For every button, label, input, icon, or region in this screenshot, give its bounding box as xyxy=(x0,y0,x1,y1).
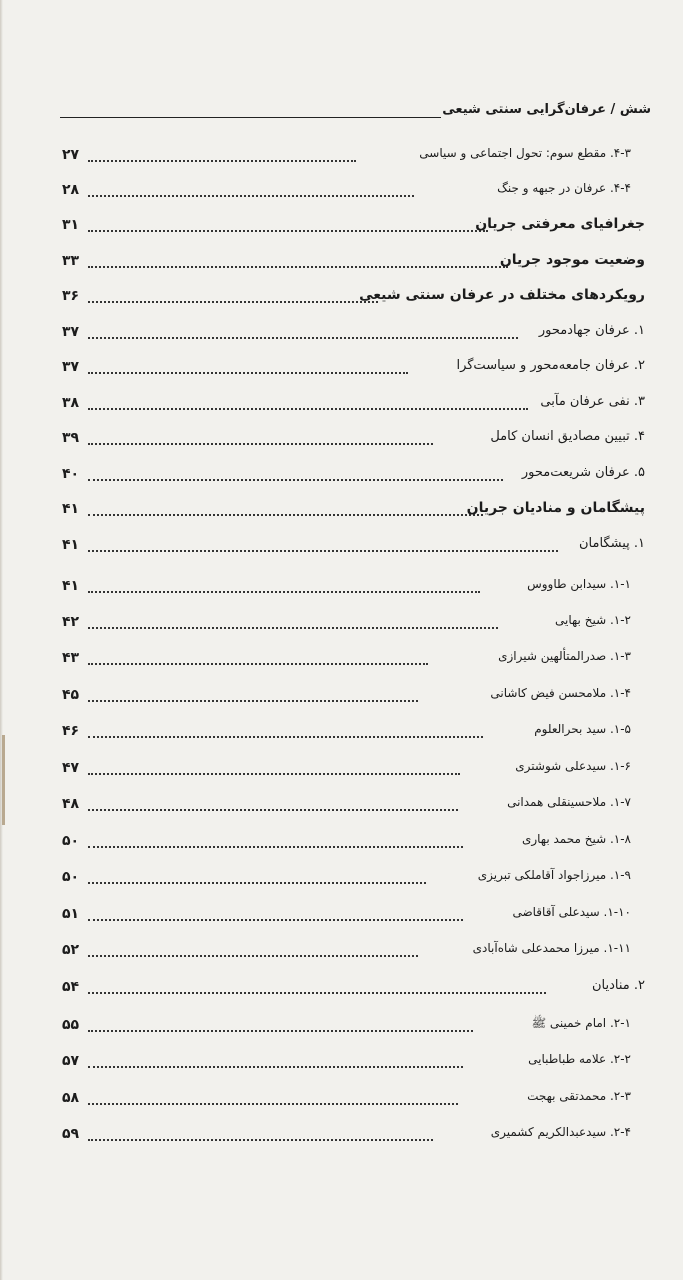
page-number: ۴۱ xyxy=(62,578,80,594)
dot-leader xyxy=(88,372,408,374)
entry-title: ۲. عرفان جامعه‌محور و سیاست‌گرا xyxy=(456,358,645,373)
page-number: ۳۹ xyxy=(62,430,80,446)
page-number: ۵۹ xyxy=(62,1126,80,1142)
entry-title: ۱-۱۰. سیدعلی آقاقاضی xyxy=(512,905,631,919)
page-number: ۵۷ xyxy=(62,1053,80,1069)
toc-entry[interactable] xyxy=(62,426,645,452)
entry-title: ۱. پیشگامان xyxy=(579,536,645,551)
entry-title: ۴. تبیین مصادیق انسان کامل xyxy=(490,429,645,444)
toc-entry[interactable] xyxy=(62,178,631,204)
toc-entry[interactable] xyxy=(62,533,645,559)
dot-leader xyxy=(88,266,508,268)
toc-entry[interactable] xyxy=(62,574,631,600)
toc-entry[interactable] xyxy=(62,610,631,636)
toc-entry[interactable] xyxy=(62,143,631,169)
page-number: ۲۷ xyxy=(62,147,80,163)
page-number: ۴۰ xyxy=(62,466,80,482)
toc-entry[interactable] xyxy=(62,1122,631,1148)
toc-entry[interactable] xyxy=(62,792,631,818)
dot-leader xyxy=(88,1066,463,1068)
dot-leader xyxy=(88,337,518,339)
page-number: ۳۷ xyxy=(62,359,80,375)
dot-leader xyxy=(88,736,483,738)
toc-entry[interactable] xyxy=(62,1086,631,1112)
toc-entry[interactable] xyxy=(62,391,645,417)
dot-leader xyxy=(88,408,528,410)
dot-leader xyxy=(88,809,458,811)
page-number: ۵۲ xyxy=(62,942,80,958)
dot-leader xyxy=(88,230,488,232)
entry-title: ۱-۷. ملاحسینقلی همدانی xyxy=(507,795,631,809)
page-number: ۳۱ xyxy=(62,217,80,233)
page-number: ۴۲ xyxy=(62,614,80,630)
entry-title: ۱-۱۱. میرزا محمدعلی شاه‌آبادی xyxy=(472,941,631,955)
dot-leader xyxy=(88,514,483,516)
entry-title: ۲. منادیان xyxy=(591,978,645,993)
dot-leader xyxy=(88,479,503,481)
dot-leader xyxy=(88,301,378,303)
page-number: ۴۱ xyxy=(62,537,80,553)
toc-entry[interactable] xyxy=(62,462,645,488)
entry-title: ۱-۳. صدرالمتألهین شیرازی xyxy=(498,649,631,663)
page-number: ۳۶ xyxy=(62,288,80,304)
page-number: ۲۸ xyxy=(62,182,80,198)
dot-leader xyxy=(88,195,414,197)
toc-entry[interactable] xyxy=(62,355,645,381)
dot-leader xyxy=(88,550,558,552)
toc-entry[interactable] xyxy=(62,1013,631,1039)
entry-title: ۱-۲. شیخ بهایی xyxy=(555,613,631,627)
page-number: ۵۱ xyxy=(62,906,80,922)
entry-title: ۲-۳. محمدتقی بهجت xyxy=(527,1089,631,1103)
dot-leader xyxy=(88,591,480,593)
page-number: ۴۷ xyxy=(62,760,80,776)
entry-title: ۴-۳. مقطع سوم: تحول اجتماعی و سیاسی xyxy=(419,146,631,160)
entry-title: ۱-۸. شیخ محمد بهاری xyxy=(521,832,631,846)
page-number: ۵۸ xyxy=(62,1090,80,1106)
toc-entry[interactable] xyxy=(62,719,631,745)
entry-title: ۱. عرفان جهادمحور xyxy=(538,323,645,338)
toc-entry[interactable] xyxy=(62,938,631,964)
toc-entry[interactable] xyxy=(62,497,645,523)
page-number: ۵۴ xyxy=(62,979,80,995)
page-number: ۴۱ xyxy=(62,501,80,517)
dot-leader xyxy=(88,443,433,445)
dot-leader xyxy=(88,160,356,162)
toc-entry[interactable] xyxy=(62,320,645,346)
page-number: ۴۵ xyxy=(62,687,80,703)
entry-title: وضعیت موجود جریان xyxy=(499,252,645,268)
page-number: ۳۸ xyxy=(62,395,80,411)
entry-title: ۱-۹. میرزاجواد آقاملکی تبریزی xyxy=(477,868,631,882)
entry-title: ۱-۴. ملامحسن فیض کاشانی xyxy=(490,686,631,700)
page-number: ۵۵ xyxy=(62,1017,80,1033)
entry-title: ۵. عرفان شریعت‌محور xyxy=(521,465,645,480)
page-number: ۴۳ xyxy=(62,650,80,666)
entry-title: ۳. نفی عرفان مآبی xyxy=(540,394,645,409)
toc-entry[interactable] xyxy=(62,683,631,709)
dot-leader xyxy=(88,919,463,921)
entry-title: رویکردهای مختلف در عرفان سنتی شیعی xyxy=(359,287,645,303)
toc-entry[interactable] xyxy=(62,249,645,275)
page-number: ۴۶ xyxy=(62,723,80,739)
dot-leader xyxy=(88,773,460,775)
header-title: شش / عرفان‌گرایی سنتی شیعی xyxy=(442,102,651,117)
page-number: ۵۰ xyxy=(62,869,80,885)
toc-entry[interactable] xyxy=(62,1049,631,1075)
toc-entry[interactable] xyxy=(62,975,645,1001)
toc-entry[interactable] xyxy=(62,646,631,672)
page-number: ۳۷ xyxy=(62,324,80,340)
toc-entry[interactable] xyxy=(62,284,645,310)
dot-leader xyxy=(88,955,418,957)
toc-entry[interactable] xyxy=(62,756,631,782)
page-number: ۵۰ xyxy=(62,833,80,849)
toc-entry[interactable] xyxy=(62,829,631,855)
page-number: ۳۳ xyxy=(62,253,80,269)
entry-title: ۱-۱. سیدابن طاووس xyxy=(527,577,631,591)
dot-leader xyxy=(88,663,428,665)
entry-title: جغرافیای معرفتی جریان xyxy=(475,216,645,232)
dot-leader xyxy=(88,627,498,629)
toc-entry[interactable] xyxy=(62,902,631,928)
toc-entry[interactable] xyxy=(62,865,631,891)
page-number: ۴۸ xyxy=(62,796,80,812)
entry-title: ۲-۲. علامه طباطبایی xyxy=(528,1052,631,1066)
entry-title: ۱-۵. سید بحرالعلوم xyxy=(534,722,631,736)
entry-title: پیشگامان و منادیان جریان xyxy=(466,500,645,516)
dot-leader xyxy=(88,700,418,702)
dot-leader xyxy=(88,1139,433,1141)
entry-title: ۴-۴. عرفان در جبهه و جنگ xyxy=(497,181,631,195)
entry-title: ۲-۴. سیدعبدالکریم کشمیری xyxy=(490,1125,631,1139)
dot-leader xyxy=(88,846,463,848)
entry-title: ۲-۱. امام خمینی ﷺ xyxy=(531,1016,631,1030)
entry-title: ۱-۶. سیدعلی شوشتری xyxy=(515,759,631,773)
toc-entry[interactable] xyxy=(62,213,645,239)
dot-leader xyxy=(88,882,426,884)
dot-leader xyxy=(88,1030,473,1032)
dot-leader xyxy=(88,1103,458,1105)
dot-leader xyxy=(88,992,546,994)
